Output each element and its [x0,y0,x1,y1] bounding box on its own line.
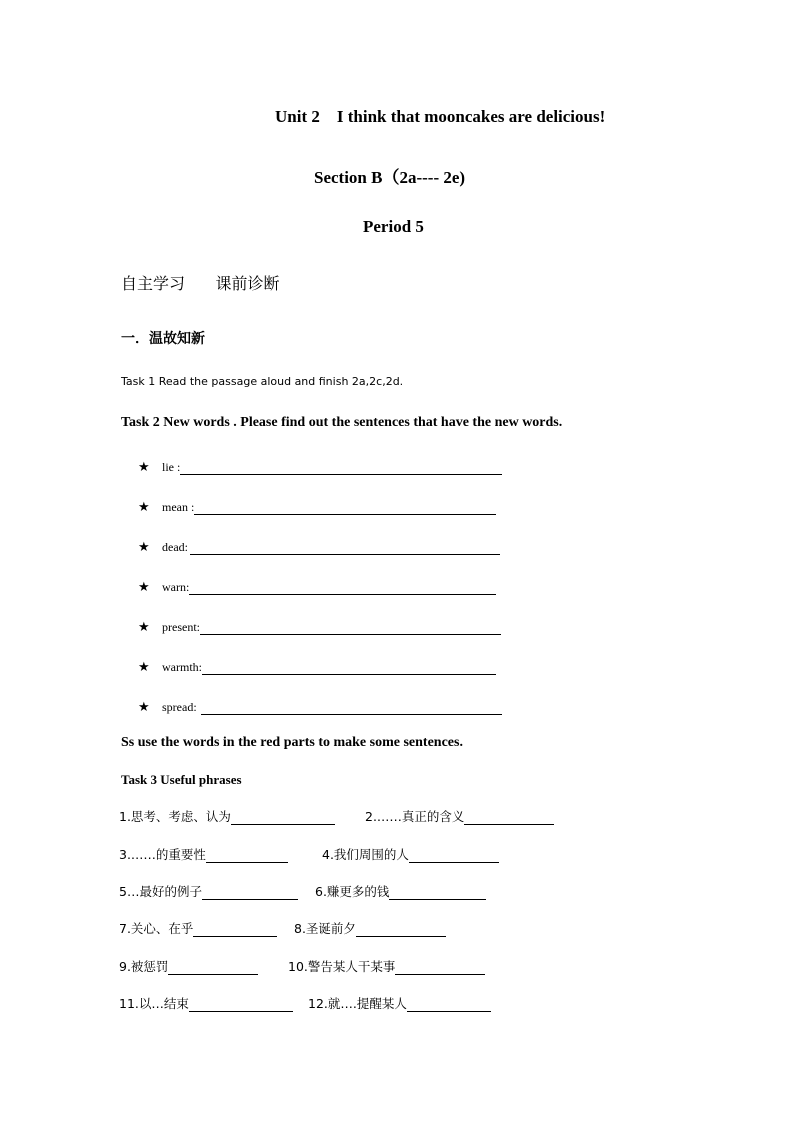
phrase-label: 3.……的重要性 [119,847,206,862]
star-icon: ★ [138,620,150,635]
new-word-item [138,695,502,715]
answer-blank[interactable] [168,962,258,975]
phrase-item [322,845,499,863]
phrase-label: 2.……真正的含义 [365,809,465,824]
answer-blank[interactable] [180,460,502,475]
answer-blank[interactable] [395,962,485,975]
new-word-label: warmth: [162,660,202,674]
answer-blank[interactable] [189,580,496,595]
answer-blank[interactable] [190,540,500,555]
phrase-label: 8.圣诞前夕 [294,921,356,936]
answer-blank[interactable] [231,812,335,825]
new-word-item [138,655,496,675]
phrase-label: 6.赚更多的钱 [315,884,390,899]
phrase-label: 4.我们周围的人 [322,847,409,862]
task3-heading: Task 3 Useful phrases [121,772,242,787]
answer-blank[interactable] [200,620,501,635]
answer-blank[interactable] [407,999,491,1012]
phrase-label: 12.就….提醒某人 [308,996,407,1011]
new-word-label: warn: [162,580,190,594]
new-word-item [138,535,500,555]
star-icon: ★ [138,460,150,475]
new-word-item [138,575,496,595]
task1-instruction: Task 1 Read the passage aloud and finish 2a,2c,2d. [121,375,404,388]
phrase-label: 1.思考、考虑、认为 [119,809,231,824]
unit-title: Unit 2 I think that mooncakes are delicious! [275,107,606,126]
answer-blank[interactable] [356,924,446,937]
section-title: Section B（2a---- 2e) [314,168,466,187]
task2-instruction: Task 2 New words . Please find out the sentences that have the new words. [121,415,563,430]
phrase-label: 11.以…结束 [119,996,189,1011]
new-word-label: mean : [162,500,195,514]
new-word-item [138,615,501,635]
answer-blank[interactable] [193,924,277,937]
phrase-item [119,919,277,937]
review-heading: 一．温故知新 [121,331,205,347]
answer-blank[interactable] [189,999,293,1012]
new-word-label: present: [162,620,200,634]
phrase-label: 10.警告某人干某事 [288,959,396,974]
answer-blank[interactable] [194,500,496,515]
new-word-item [138,455,502,475]
star-icon: ★ [138,700,150,715]
ss-use-instruction: Ss use the words in the red parts to make some sentences. [121,735,463,750]
phrase-item [315,882,486,900]
star-icon: ★ [138,500,150,515]
phrase-label: 9.被惩罚 [119,959,169,974]
phrase-item [119,957,258,975]
answer-blank[interactable] [409,850,499,863]
phrase-item [119,994,293,1012]
star-icon: ★ [138,540,150,555]
phrase-item [119,882,298,900]
new-word-label: lie : [162,460,181,474]
phrase-item [288,957,485,975]
phrase-item [119,845,288,863]
phrase-item [294,919,446,937]
phrase-item [119,807,335,825]
answer-blank[interactable] [206,850,288,863]
answer-blank[interactable] [202,660,496,675]
answer-blank[interactable] [464,812,554,825]
phrase-item [308,994,491,1012]
phrase-label: 5…最好的例子 [119,884,202,899]
period-title: Period 5 [363,217,424,236]
star-icon: ★ [138,580,150,595]
answer-blank[interactable] [202,887,298,900]
answer-blank[interactable] [389,887,486,900]
new-word-item [138,495,496,515]
new-word-label: spread: [162,700,197,714]
star-icon: ★ [138,660,150,675]
phrase-label: 7.关心、在乎 [119,921,194,936]
new-word-label: dead: [162,540,188,554]
section-heading: 自主学习 课前诊断 [121,274,280,293]
answer-blank[interactable] [201,700,502,715]
phrase-item [365,807,554,825]
